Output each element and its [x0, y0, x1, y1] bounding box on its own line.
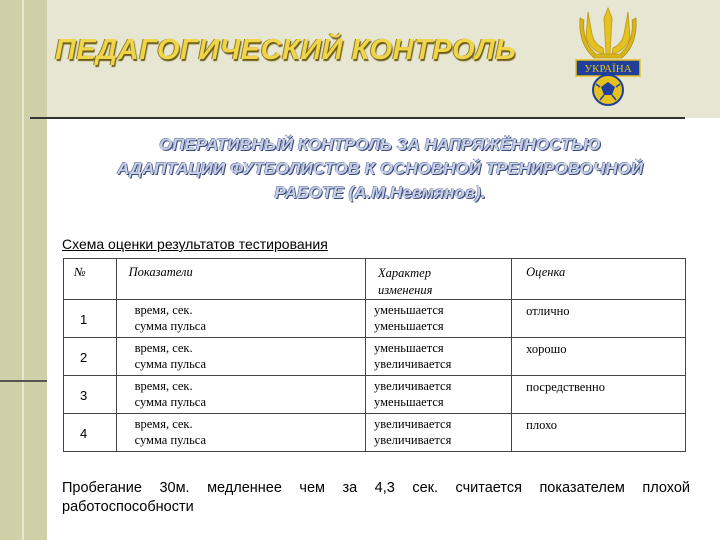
subtitle-line: ОПЕРАТИВНЫЙ КОНТРОЛЬ ЗА НАПРЯЖЁННОСТЬЮ [159, 135, 601, 154]
cell-character [366, 338, 512, 376]
row-number: 3 [80, 388, 88, 403]
cell-indicators [116, 300, 365, 338]
ukraine-football-logo-icon [570, 4, 646, 108]
footnote: Пробегание 30м. медленнее чем за 4,3 сек. считается показателем плохой работоспособности [62, 480, 690, 515]
cell-character [366, 414, 512, 452]
logo-text: УКРАЇНА [584, 63, 632, 75]
cell-num [64, 414, 117, 452]
indicator-pulse: сумма пульса [134, 357, 207, 371]
indicator-time: время, сек. [134, 341, 193, 355]
indicator-lines [117, 338, 365, 372]
indicator-lines [117, 414, 365, 448]
grade-value: плохо [526, 418, 558, 432]
results-table [63, 258, 686, 452]
grade-value: хорошо [526, 342, 567, 356]
grade-value: отлично [526, 304, 570, 318]
table-row [64, 338, 686, 376]
indicator-pulse: сумма пульса [134, 395, 207, 409]
indicator-time: время, сек. [134, 303, 193, 317]
row-number: 4 [80, 426, 88, 441]
character-time: увеличивается [374, 417, 452, 431]
subtitle-line: РАБОТЕ (А.М.Невмянов). [274, 183, 486, 202]
character-pulse: уменьшается [374, 319, 444, 333]
character-time: уменьшается [374, 303, 444, 317]
cell-grade [512, 376, 686, 414]
grade-value: посредственно [526, 380, 605, 394]
header-grade-label: Оценка [526, 265, 566, 279]
header-character-line2: изменения [378, 283, 433, 297]
cell-character [366, 300, 512, 338]
character-pulse: увеличивается [374, 433, 452, 447]
table-row [64, 376, 686, 414]
slide-title: ПЕДАГОГИЧЕСКИЙ КОНТРОЛЬ [55, 34, 517, 66]
character-lines [366, 300, 511, 334]
indicator-lines [117, 300, 365, 334]
indicator-time: время, сек. [134, 379, 193, 393]
row-number: 1 [80, 312, 88, 327]
sidebar-stripe [22, 0, 24, 540]
cell-grade [512, 338, 686, 376]
character-time: уменьшается [374, 341, 444, 355]
cell-num [64, 300, 117, 338]
cell-grade [512, 300, 686, 338]
scheme-heading: Схема оценки результатов тестирования [62, 236, 328, 252]
indicator-time: время, сек. [134, 417, 193, 431]
row-number: 2 [80, 350, 88, 365]
cell-character [366, 376, 512, 414]
cell-indicators [116, 414, 365, 452]
left-sidebar-band [0, 0, 47, 540]
header-character-line1: Характер [378, 266, 431, 280]
indicator-pulse: сумма пульса [134, 433, 207, 447]
character-time: увеличивается [374, 379, 452, 393]
cell-indicators [116, 376, 365, 414]
indicator-lines [117, 376, 365, 410]
indicator-pulse: сумма пульса [134, 319, 207, 333]
table-header-row [64, 259, 686, 300]
header-character [366, 259, 512, 300]
character-pulse: увеличивается [374, 357, 452, 371]
character-lines [366, 414, 511, 448]
slide-subtitle [60, 133, 700, 205]
table-row [64, 300, 686, 338]
subtitle-line: АДАПТАЦИИ ФУТБОЛИСТОВ К ОСНОВНОЙ ТРЕНИРОВОЧНОЙ [117, 159, 643, 178]
header-indicators [116, 259, 365, 300]
header-indicators-label: Показатели [128, 265, 193, 279]
header-grade [512, 259, 686, 300]
header-num-label: № [74, 265, 86, 279]
character-lines [366, 376, 511, 410]
header-character-label [366, 259, 511, 299]
header-divider [30, 117, 685, 119]
cell-grade [512, 414, 686, 452]
table-row [64, 414, 686, 452]
header-num [64, 259, 117, 300]
left-divider [0, 380, 47, 382]
character-pulse: уменьшается [374, 395, 444, 409]
cell-indicators [116, 338, 365, 376]
character-lines [366, 338, 511, 372]
cell-num [64, 338, 117, 376]
cell-num [64, 376, 117, 414]
